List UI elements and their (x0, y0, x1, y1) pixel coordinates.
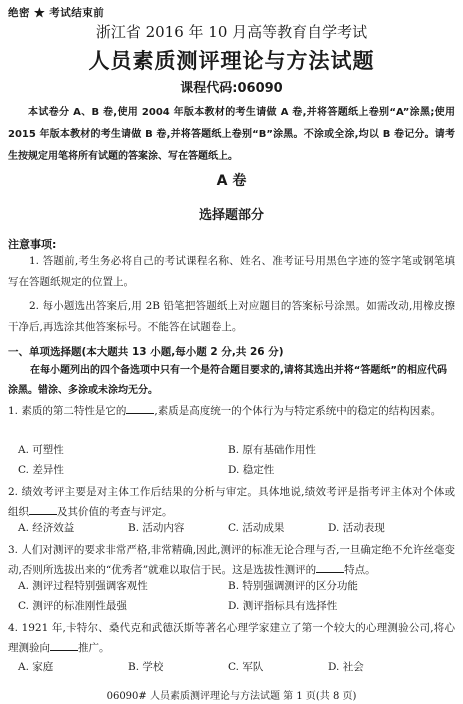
volume-heading: A 卷 (216, 173, 247, 189)
question-4-stem (8, 618, 455, 658)
question-text: 推广。 (78, 642, 110, 654)
option-c: C. 差异性 (18, 464, 64, 476)
option-b: B. 活动内容 (128, 522, 185, 534)
question-text: 1. 素质的第二特性是它的 (8, 405, 127, 417)
note-item: 2. 每小题选出答案后,用 2B 铅笔把答题纸上对应题目的答案标号涂黑。如需改动,用橡皮擦干净后,再选涂其他答案标号。不能答在试题卷上。 (8, 300, 455, 333)
question-text: 2. 绩效考评主要是对主体工作后结果的分析与审定。具体地说,绩效考评是指考评主体对个体或组织 (8, 486, 455, 518)
answer-blank (316, 561, 344, 573)
answer-blank (50, 639, 78, 651)
option-a: A. 测评过程特别强调客观性 (18, 580, 148, 592)
question-text: 3. 人们对测评的要求非常严格,非常精确,因此,测评的标准无论合理与否,一旦确定绝不允许丝毫变动,否则所选拔出来的“优秀者”就难以取信于民。这是选拔性测评的 (8, 544, 455, 576)
question-2-stem (8, 482, 455, 522)
option-c: C. 活动成果 (228, 522, 285, 534)
answer-blank (29, 503, 57, 515)
part-heading: 选择题部分 (198, 208, 264, 223)
note-item: 1. 答题前,考生务必将自己的考试课程名称、姓名、准考证号用黑色字迹的签字笔或钢笔填写在答题纸规定的位置上。 (8, 255, 455, 288)
question-text: ,素质是高度统一的个体行为与特定系统中的稳定的结构因素。 (154, 405, 442, 417)
option-a: A. 家庭 (18, 661, 54, 673)
instructions-paragraph: 本试卷分 A、B 卷,使用 2004 年版本教材的考生请做 A 卷,并将答题纸上卷别“A”涂黑;使用 2015 年版本教材的考生请做 B 卷,并将答题纸上卷别“B”涂黑。不涂或全涂,均以 B 卷记分。请考生按规定用笔将所有试题的答案涂、写在答题纸上。 (8, 107, 455, 162)
option-d: D. 稳定性 (228, 464, 275, 476)
paper-title: 人员素质测评理论与方法试题 (88, 49, 375, 73)
option-b: B. 特别强调测评的区分功能 (228, 580, 358, 592)
question-text: 特点。 (344, 564, 376, 576)
answer-blank (126, 402, 154, 414)
option-d: D. 活动表现 (328, 522, 385, 534)
question-3-stem (8, 540, 455, 580)
option-d: D. 社会 (328, 661, 364, 673)
exam-name: 浙江省 2016 年 10 月高等教育自学考试 (95, 23, 368, 41)
section-title: 一、单项选择题(本大题共 13 小题,每小题 2 分,共 26 分) (8, 346, 284, 358)
page-footer: 06090# 人员素质测评理论与方法试题 第 1 页(共 8 页) (106, 691, 357, 702)
option-c: C. 测评的标准刚性最强 (18, 600, 127, 612)
section-description: 在每小题列出的四个备选项中只有一个是符合题目要求的,请将其选出并将“答题纸”的相应代码涂黑。错涂、多涂或未涂均无分。 (8, 365, 447, 396)
confidential-label: 绝密 ★ 考试结束前 (8, 7, 105, 19)
option-b: B. 原有基础作用性 (228, 444, 316, 456)
option-a: A. 可塑性 (18, 444, 64, 456)
option-c: C. 军队 (228, 661, 264, 673)
option-a: A. 经济效益 (18, 522, 75, 534)
question-1-stem (8, 401, 455, 421)
question-text: 及其价值的考查与评定。 (57, 506, 173, 518)
option-d: D. 测评指标具有选择性 (228, 600, 338, 612)
notes-title: 注意事项: (8, 238, 57, 251)
course-code: 课程代码:06090 (180, 81, 283, 96)
question-text: 4. 1921 年,卡特尔、桑代克和武德沃斯等著名心理学家建立了第一个较大的心理测验公司,将心理测验向 (8, 622, 455, 654)
option-b: B. 学校 (128, 661, 164, 673)
